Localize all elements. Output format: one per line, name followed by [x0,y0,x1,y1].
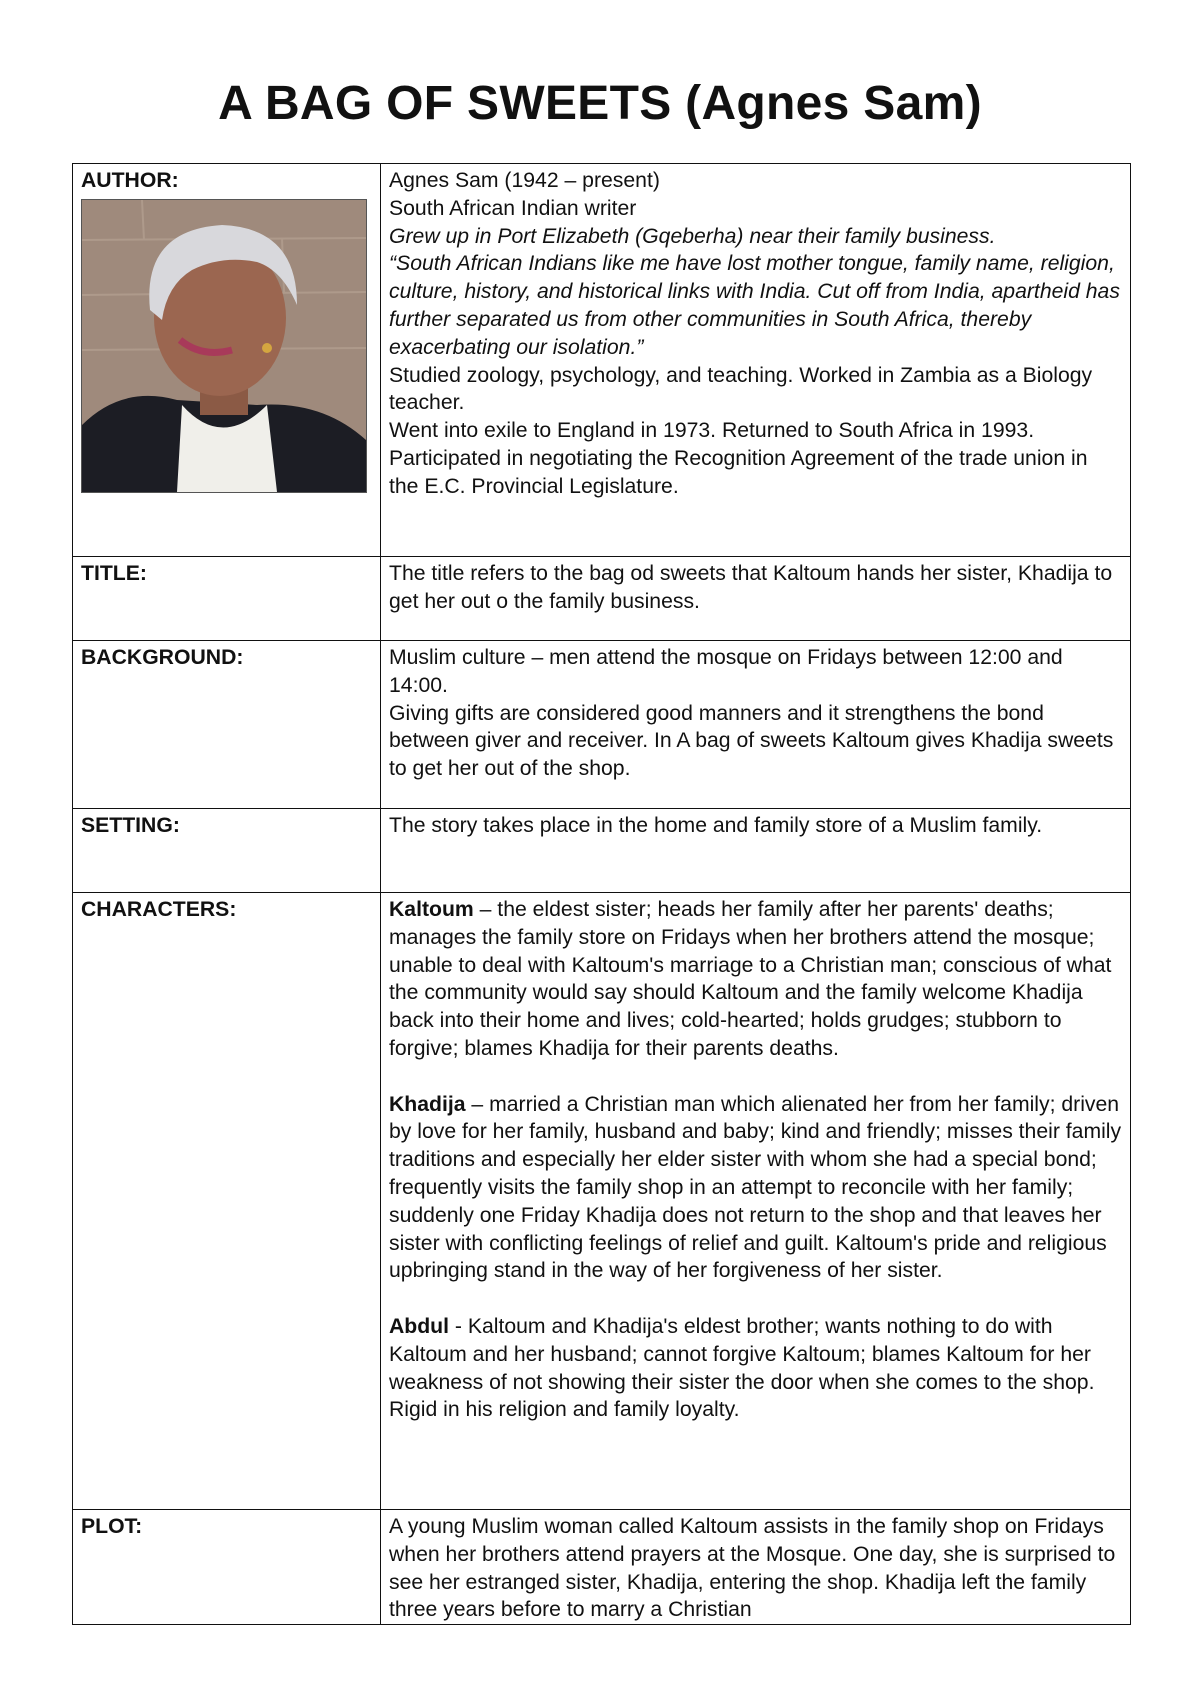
author-content [381,164,1131,557]
characters-content [381,893,1131,1510]
title-text: The title refers to the bag od sweets that Kaltoum hands her sister, Khadija to get her out o the family business. [389,562,1113,613]
title-content [381,557,1131,641]
characters-row [73,893,1131,1510]
title-label: TITLE: [73,557,381,641]
author-line: Agnes Sam (1942 – present) [389,169,660,192]
character-description: - Kaltoum and Khadija's eldest brother; wants nothing to do with Kaltoum and her husband; cannot forgive Kaltoum; blames Kaltoum for her weakness of not showing their sister the door when she comes to the shop. Rigid in his religion and family loyalty. [389,1314,1095,1422]
author-quote: “South African Indians like me have lost mother tongue, family name, religion, culture, history, and historical links with India. Cut off from India, apartheid has further separated us from other communities in South Africa, thereby exacerbating our isolation.” [389,252,1120,359]
plot-text: A young Muslim woman called Kaltoum assists in the family shop on Fridays when her brothers attend prayers at the Mosque. One day, she is surprised to see her estranged sister, Khadija, entering the shop. Khadija left the family three years before to marry a Christian [389,1515,1116,1622]
character-entry [389,896,1122,1063]
plot-label: PLOT: [73,1510,381,1625]
plot-content [381,1510,1131,1625]
spacer [389,1285,1122,1313]
setting-label: SETTING: [73,809,381,893]
background-label: BACKGROUND: [73,641,381,809]
characters-label: CHARACTERS: [73,893,381,1510]
character-entry [389,1091,1122,1286]
plot-row [73,1510,1131,1625]
page-title: A BAG OF SWEETS (Agnes Sam) [218,77,982,130]
author-photo [81,199,367,493]
background-line: Muslim culture – men attend the mosque on Fridays between 12:00 and 14:00. [389,646,1063,697]
author-row [73,164,1131,557]
author-italic-line: Grew up in Port Elizabeth (Gqeberha) near their family business. [389,224,996,248]
character-entry [389,1313,1122,1424]
study-notes-table [72,163,1131,1625]
author-line: Participated in negotiating the Recognition Agreement of the trade union in the E.C. Provincial Legislature. [389,446,1088,498]
background-row [73,641,1131,809]
character-name: Abdul [389,1314,450,1338]
background-content [381,641,1131,809]
character-description: – married a Christian man which alienated her from her family; driven by love for her family, husband and baby; kind and friendly; misses their family traditions and especially her elder sister with whom she had a special bond; frequently visits the family shop in an attempt to reconcile with her family; suddenly one Friday Khadija does not return to the shop and that leaves her sister with conflicting feelings of relief and guilt. Kaltoum's pride and religious upbringing stand in the way of her forgiveness of her sister. [389,1092,1122,1283]
setting-row [73,809,1131,893]
author-label: AUTHOR: [81,169,179,192]
author-line: South African Indian writer [389,196,637,220]
setting-content [381,809,1131,893]
spacer [389,1063,1122,1091]
author-cell [73,164,381,557]
author-line: Went into exile to England in 1973. Returned to South Africa in 1993. [389,419,1035,443]
author-line: Studied zoology, psychology, and teaching. Worked in Zambia as a Biology teacher. [389,363,1093,415]
character-name: Khadija [389,1092,466,1116]
character-name: Kaltoum [389,898,474,921]
background-line: Giving gifts are considered good manners and it strengthens the bond between giver and receiver. In A bag of sweets Kaltoum gives Khadija sweets to get her out of the shop. [389,701,1114,781]
setting-text: The story takes place in the home and family store of a Muslim family. [389,814,1043,837]
character-description: – the eldest sister; heads her family after her parents' deaths; manages the family store on Fridays when her brothers attend the mosque; unable to deal with Kaltoum's marriage to a Christian man; conscious of what the community would say should Kaltoum and the family welcome Khadija back into their home and lives; cold-hearted; holds grudges; stubborn to forgive; blames Khadija for their parents deaths. [389,898,1112,1060]
title-row [73,557,1131,641]
